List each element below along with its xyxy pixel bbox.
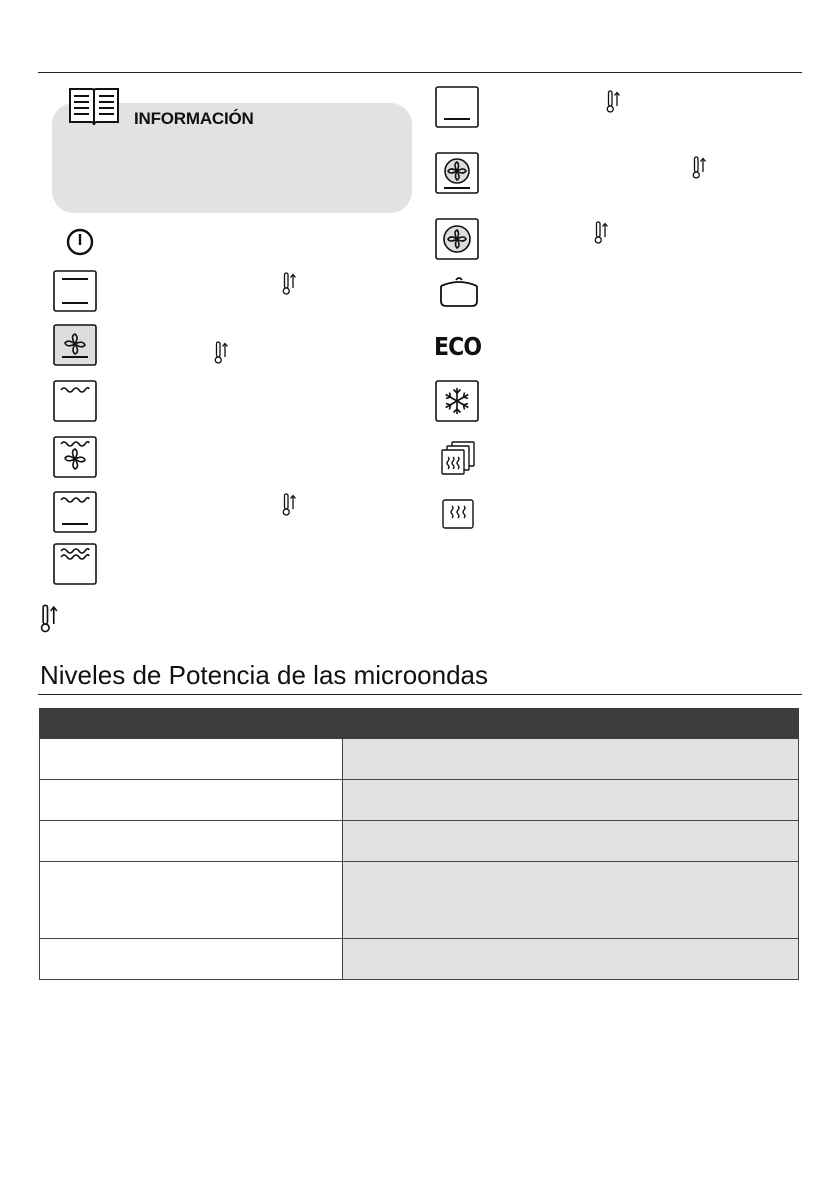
fan-ring-icon	[434, 217, 480, 263]
thermometer-icon	[692, 156, 708, 180]
top-bottom-heat-icon	[52, 269, 98, 315]
fan-bottom-heat-icon	[52, 323, 98, 369]
table-header-cell	[343, 709, 799, 739]
thermometer-icon	[214, 341, 230, 365]
microwave-fan-icon	[52, 435, 98, 481]
table-header-row	[40, 709, 799, 739]
info-title: INFORMACIÓN	[134, 109, 254, 128]
plate-warming-icon	[438, 439, 478, 479]
table-row	[40, 780, 799, 821]
table-cell	[40, 821, 343, 862]
thermometer-icon	[282, 272, 298, 296]
table-row	[40, 862, 799, 939]
table-row	[40, 821, 799, 862]
power-levels-table	[39, 708, 799, 980]
table-row	[40, 939, 799, 980]
thermometer-adjust-icon	[40, 604, 60, 634]
keep-warm-icon	[438, 497, 478, 533]
table-cell	[40, 780, 343, 821]
table-cell	[40, 739, 343, 780]
table-header-cell	[40, 709, 343, 739]
table-cell	[343, 862, 799, 939]
thermometer-icon	[606, 90, 622, 114]
microwave-strong-icon	[52, 542, 98, 588]
table-row	[40, 739, 799, 780]
section-rule	[38, 694, 802, 695]
microwave-icon	[52, 379, 98, 425]
section-title: Niveles de Potencia de las microondas	[40, 660, 489, 690]
table-cell	[40, 939, 343, 980]
top-rule	[38, 72, 802, 73]
pot-icon	[436, 270, 482, 316]
defrost-snowflake-icon	[434, 379, 480, 425]
table-cell	[343, 780, 799, 821]
bottom-heat-icon	[434, 85, 480, 131]
book-icon	[66, 85, 122, 129]
power-icon	[57, 219, 103, 265]
microwave-bottom-heat-icon	[52, 490, 98, 536]
thermometer-icon	[594, 221, 610, 245]
table-cell	[343, 739, 799, 780]
table-cell	[40, 862, 343, 939]
thermometer-icon	[282, 493, 298, 517]
fan-ring-bottom-heat-icon	[434, 151, 480, 197]
table-cell	[343, 821, 799, 862]
eco-label: ECO	[434, 332, 482, 361]
table-cell	[343, 939, 799, 980]
